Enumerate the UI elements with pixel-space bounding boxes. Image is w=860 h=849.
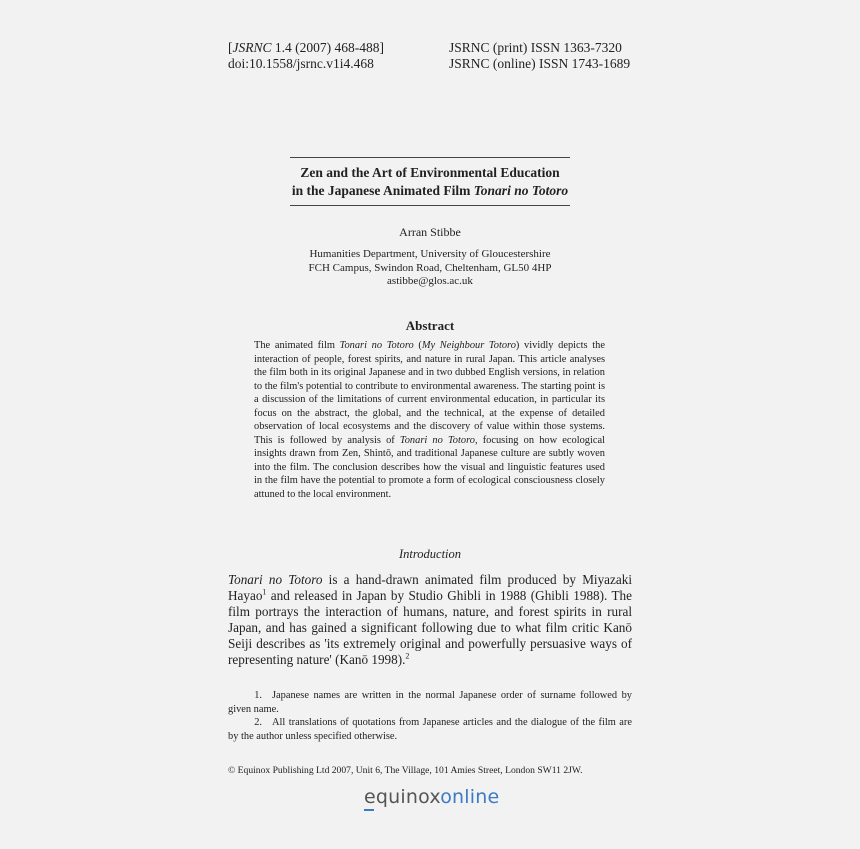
issn-online: JSRNC (online) ISSN 1743-1689 <box>449 56 631 71</box>
title-rule-top <box>290 157 570 158</box>
doi: doi:10.1558/jsrnc.v1i4.468 <box>228 56 374 71</box>
affiliation-line-1: Humanities Department, University of Gloucestershire <box>309 248 551 260</box>
film-title: Tonari no Totoro <box>473 183 569 198</box>
logo-accent-mark <box>364 809 374 811</box>
affiliation-line-2: FCH Campus, Swindon Road, Cheltenham, GL50 4HP <box>308 261 552 274</box>
footnote-2: 2. All translations of quotations from Japanese articles and the dialogue of the film are by the author unless specified otherwise. <box>228 717 632 742</box>
logo-text-equinox: equinox <box>364 786 441 808</box>
journal-abbrev: JSRNC <box>232 40 272 55</box>
title-line-2: in the Japanese Animated Film Tonari no Totoro <box>291 183 569 198</box>
introduction-text: Tonari no Totoro is a hand-drawn animated film produced by Miyazaki Hayao$^1$ and released in Japan by Studio Ghibli in 1988 (Ghibli 1988). The film portrays the interaction of humans, nature, and forest spirits in rural Japan, and has gained a significant following due to what film critic Kanō Seiji describes as 'its extremely original and powerfully persuasive ways of representing nature' (Kanō 1998).$^2$ <box>228 572 632 667</box>
introduction-heading: Introduction <box>398 547 462 561</box>
equinox-online-logo <box>364 786 499 808</box>
author-affiliation <box>230 248 630 289</box>
copyright-notice: © Equinox Publishing Ltd 2007, Unit 6, The Village, 101 Amies Street, London SW11 2JW. <box>228 765 583 776</box>
author-email: astibbe@glos.ac.uk <box>387 275 473 287</box>
article-title <box>230 164 630 200</box>
author-name: Arran Stibbe <box>399 225 461 239</box>
logo-text-online: online <box>440 786 500 808</box>
footnote-1: 1. Japanese names are written in the normal Japanese order of surname followed by given name. <box>228 690 632 715</box>
abstract-text: The animated film Tonari no Totoro (My Neighbour Totoro) vividly depicts the interaction of people, forest spirits, and nature in rural Japan. This article analyses the film both in its original Japanese and in two dubbed English versions, in relation to the film's potential to contribute to environmental awareness. The starting point is a discussion of the limitations of current environmental education, in particular its focus on the abstract, the global, and the technical, at the expense of detailed observation of local ecosystems and the discovery of value within those systems. This is followed by analysis of Tonari no Totoro, focusing on how ecological insights drawn from Zen, Shintō, and traditional Japanese culture are subtly woven into the film. The conclusion describes how the visual and linguistic features used in the film have the potential to promote a form of ecological consciousness closely attuned to the local environment. <box>254 340 605 500</box>
footnotes <box>228 689 632 743</box>
abstract-heading: Abstract <box>405 318 455 333</box>
journal-citation: [JSRNC 1.4 (2007) 468-488] <box>228 40 384 55</box>
footnote-ref-2: 2 <box>405 651 410 661</box>
title-line-1: Zen and the Art of Environmental Education <box>300 165 560 180</box>
issn-print: JSRNC (print) ISSN 1363-7320 <box>449 40 622 55</box>
title-rule-bottom <box>290 205 570 206</box>
footnote-ref-1: 1 <box>262 587 267 597</box>
